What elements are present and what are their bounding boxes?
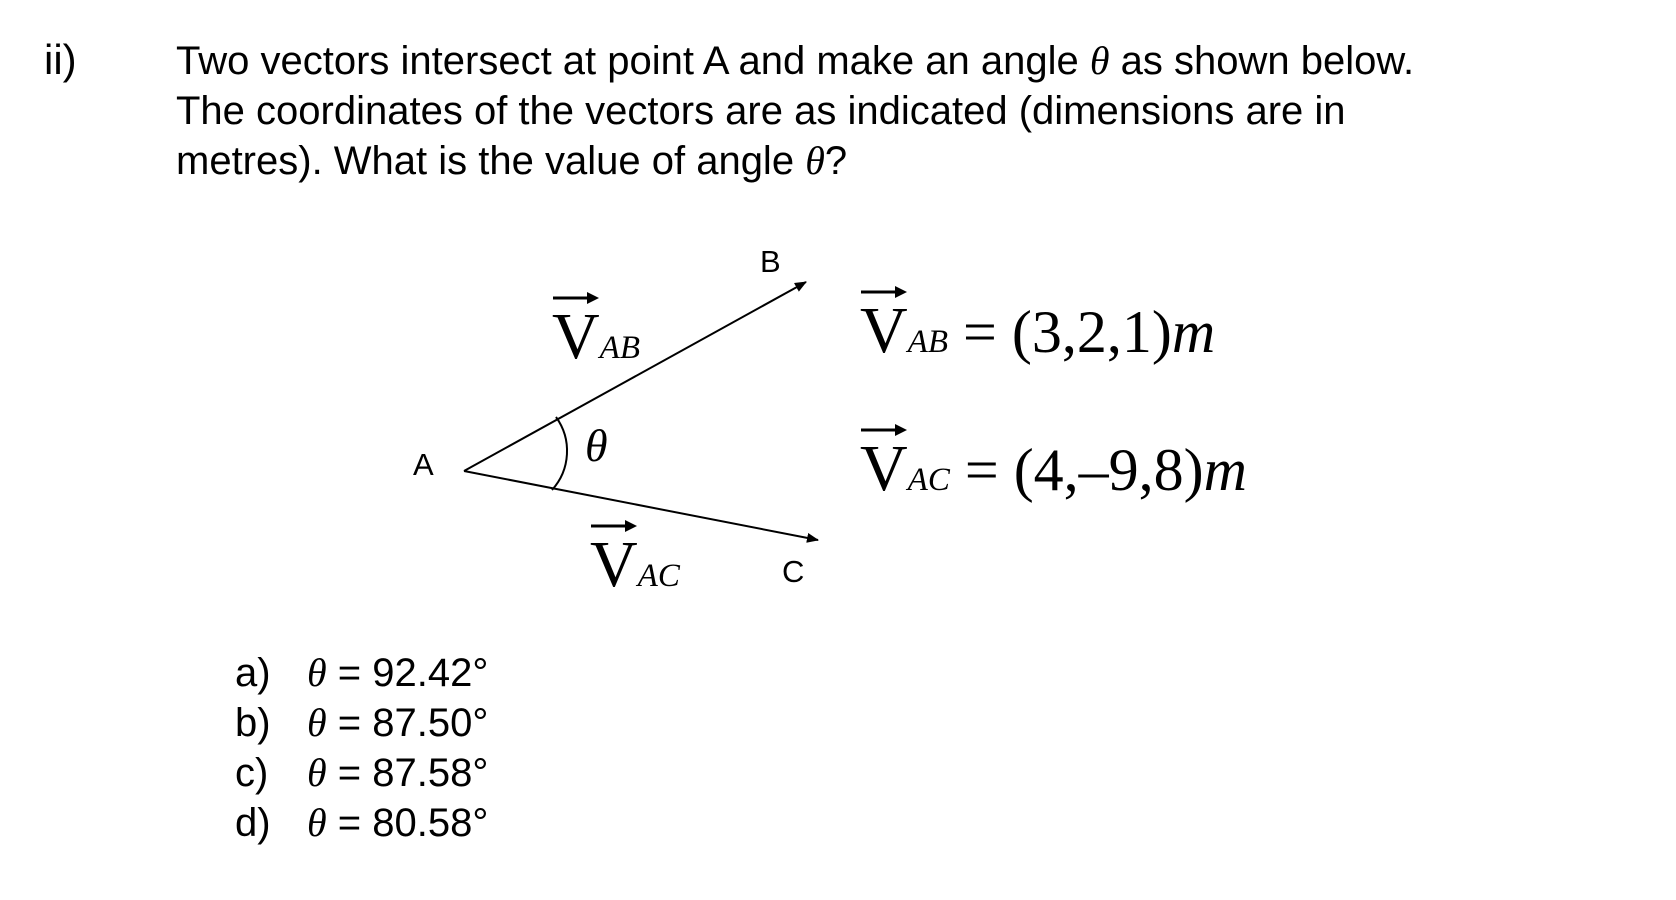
point-b-label: B (760, 244, 781, 279)
theta-symbol: θ (307, 800, 327, 845)
point-c-label: C (782, 554, 805, 589)
theta-symbol: θ (307, 650, 327, 695)
question-line-1: Two vectors intersect at point A and make an angle θ as shown below. (176, 38, 1415, 83)
point-a-label: A (413, 447, 434, 482)
vector-arrow-icon (861, 285, 907, 299)
angle-arc (552, 417, 567, 490)
option-b[interactable]: b) θ = 87.50° (235, 700, 489, 745)
option-a[interactable]: a) θ = 92.42° (235, 650, 489, 695)
vector-ab-label: VAB (552, 307, 640, 367)
equation-vector-ac: VAC = (4,–9,8)m (860, 435, 1247, 515)
vector-ac-line (464, 471, 818, 540)
question-line-3: metres). What is the value of angle θ? (176, 138, 848, 183)
equation-vector-ab: VAB = (3,2,1)m (860, 297, 1215, 377)
theta-symbol: θ (1089, 38, 1110, 83)
theta-symbol: θ (307, 700, 327, 745)
vector-ac-label: VAC (590, 535, 680, 595)
angle-theta-label: θ (585, 420, 608, 471)
option-d[interactable]: d) θ = 80.58° (235, 800, 489, 845)
theta-symbol: θ (307, 750, 327, 795)
question-number: ii) (44, 36, 77, 83)
vector-arrow-icon (553, 291, 599, 305)
vector-arrow-icon (861, 423, 907, 437)
vector-arrow-icon (591, 519, 637, 533)
answer-options (235, 648, 488, 848)
theta-symbol: θ (805, 138, 825, 183)
option-c[interactable]: c) θ = 87.58° (235, 750, 489, 795)
question-line-2: The coordinates of the vectors are as indicated (dimensions are in (176, 89, 1346, 133)
